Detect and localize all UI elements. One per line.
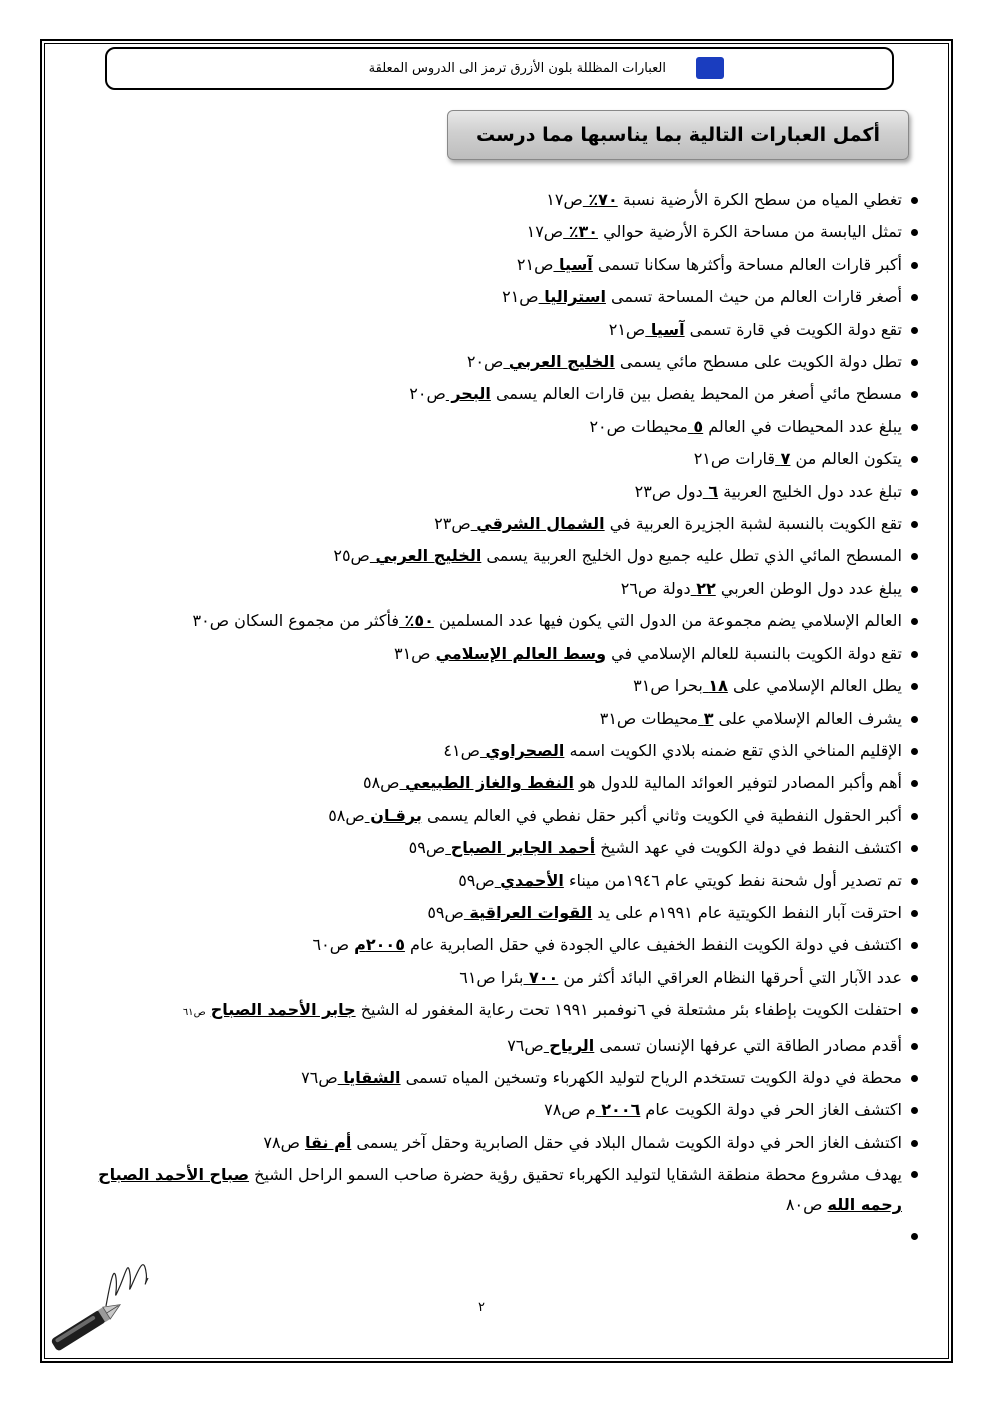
item-answer: ٧٠٠	[523, 967, 559, 987]
list-item	[72, 1094, 902, 1126]
item-text-after: محيطات ص٣١	[599, 708, 699, 728]
item-text-before: اكتشف النفط في دولة الكويت في عهد الشيخ	[595, 838, 902, 858]
list-item	[72, 476, 902, 508]
list-item	[72, 897, 902, 929]
blue-swatch-icon	[696, 57, 724, 79]
item-text-after: ص١٧	[546, 190, 583, 209]
item-text-before: أصغر قارات العالم من حيث المساحة تسمى	[605, 287, 902, 307]
item-answer: برقـان	[364, 805, 422, 825]
item-text-after: ص٢١	[502, 287, 539, 307]
item-text-before: احتفلت الكويت بإطفاء بئر مشتعلة في ٦نوفمبر ١٩٩١ تحت رعاية المغفور له الشيخ	[355, 1000, 902, 1020]
item-text-before: احترقت آبار النفط الكويتية عام ١٩٩١م على يد	[592, 902, 902, 922]
item-text-before: المسطح المائي الذي تطل عليه جميع دول الخليج العربية يسمى	[481, 546, 902, 566]
list-item	[72, 281, 902, 313]
item-text-before: تم تصدير أول شحنة نفط كويتي عام ١٩٤٦من ميناء	[563, 870, 902, 890]
list-item	[72, 540, 902, 572]
item-text-before: مسطح مائي أصغر من المحيط يفصل بين قارات العالم يسمى	[490, 384, 902, 404]
item-text-after: م ص٧٨	[544, 1100, 596, 1120]
item-text-after: ص٨٠	[785, 1195, 828, 1215]
item-text-before: أقدم مصادر الطاقة التي عرفها الإنسان تسمى	[594, 1035, 902, 1055]
item-text-before: تقع دولة الكويت بالنسبة للعالم الإسلامي في	[606, 643, 902, 663]
page-title: أكمل العبارات التالية بما يناسبها مما درست	[476, 124, 880, 146]
list-item	[72, 605, 902, 637]
item-answer: أم نقا	[305, 1132, 352, 1152]
item-text-before: أهم وأكبر المصادر لتوفير العوائد المالية للدول هو	[573, 773, 902, 793]
legend-note-box	[105, 47, 894, 90]
list-item	[72, 184, 902, 216]
item-text-before: يبلغ عدد المحيطات في العالم	[703, 416, 902, 436]
item-answer: صباح الأحمد الصباح رحمه الله	[98, 1165, 902, 1215]
list-item	[72, 1159, 902, 1220]
item-text-after: دولة ص٢٦	[620, 578, 691, 598]
item-answer: الشقايا	[337, 1067, 401, 1087]
item-text-after: بئرا ص٦١	[459, 967, 524, 987]
item-answer: الرياح	[543, 1035, 595, 1055]
question-list	[72, 184, 902, 1252]
list-item	[72, 508, 902, 540]
list-item	[72, 994, 902, 1029]
item-text-before: اكتشف الغاز الحر في دولة الكويت عام	[640, 1100, 902, 1120]
page-number: ٢	[478, 1300, 485, 1315]
item-text-before: تقع الكويت بالنسبة لشبة الجزيرة العربية في	[604, 514, 902, 534]
item-text-after: فأكثر من مجموع السكان ص٣٠	[192, 611, 399, 631]
item-answer: ٢٠٠٥م	[354, 935, 405, 955]
list-item	[72, 1030, 902, 1062]
item-answer: ٦	[702, 481, 719, 501]
item-answer: النفط والغاز الطبيعي	[399, 773, 574, 793]
list-item	[72, 865, 902, 897]
item-text-before: اكتشف في دولة الكويت النفط الخفيف عالي الجودة في حقل الصابرية عام	[404, 935, 902, 955]
list-item	[72, 346, 902, 378]
list-item	[72, 249, 902, 281]
item-answer: ١٨	[702, 676, 728, 696]
item-answer: البحر	[445, 384, 491, 404]
list-item	[72, 1127, 902, 1159]
list-item	[72, 703, 902, 735]
item-text-before: تقع دولة الكويت في قارة تسمى	[684, 319, 902, 339]
item-text-before: تمثل اليابسة من مساحة الكرة الأرضية حوالي	[598, 222, 902, 242]
item-text-after: ص٢٠	[409, 384, 446, 404]
item-text-after: قارات ص٢١	[693, 449, 776, 469]
item-answer: ٢٠٠٦	[595, 1100, 641, 1120]
list-item	[72, 411, 902, 443]
item-answer: ٥	[687, 416, 704, 436]
item-text-before: الإقليم المناخي الذي تقع ضمنه بلادي الكويت اسمه	[564, 740, 902, 760]
empty-list-item	[72, 1220, 902, 1252]
item-text-before: يشرف العالم الإسلامي على	[713, 708, 902, 728]
item-text-after: ص٢٥	[333, 546, 370, 566]
item-answer: الخليج العربي	[503, 352, 615, 372]
item-page-ref: ص٦١	[182, 1007, 206, 1019]
item-answer: آسيا	[645, 319, 685, 339]
list-item	[72, 216, 902, 248]
item-text-after: ص١٧	[526, 222, 564, 242]
item-answer: الأحمدي	[494, 870, 564, 890]
list-item	[72, 573, 902, 605]
item-text-after: ص٧٨	[263, 1132, 306, 1152]
item-text-after: بحرا ص٣١	[633, 676, 703, 696]
item-answer: أحمد الجابر الصباح	[445, 838, 596, 858]
item-answer: ٣	[698, 708, 714, 728]
item-answer: ٧٠٪	[582, 190, 618, 209]
item-text-before: يهدف مشروع محطة منطقة الشقايا لتوليد الكهرباء تحقيق رؤية حضرة صاحب السمو الراحل الشيخ	[249, 1165, 902, 1185]
item-answer: ٧	[775, 449, 791, 469]
fountain-pen-icon	[44, 1256, 164, 1356]
item-text-before: يطل العالم الإسلامي على	[727, 676, 902, 696]
item-answer: الخليج العربي	[369, 546, 482, 566]
item-answer: الشمال الشرقي	[470, 514, 605, 534]
item-text-after: محيطات ص٢٠	[589, 416, 688, 436]
item-text-after: ص٤١	[443, 740, 480, 760]
item-text-after: ص٥٨	[362, 773, 400, 793]
list-item	[72, 670, 902, 702]
item-text-after: ص٢٠	[466, 352, 504, 372]
item-answer: جابر الأحمد الصباح	[210, 1000, 356, 1020]
title-banner	[447, 110, 909, 160]
item-text-after: دول ص٢٣	[634, 481, 703, 501]
item-answer: آسيا	[553, 254, 593, 274]
item-text-before: تبلغ عدد دول الخليج العربية	[718, 481, 902, 501]
item-text-after: ص٢٣	[434, 514, 471, 534]
item-answer: ٢٢	[690, 578, 716, 598]
item-text-after: ص٥٩	[408, 838, 446, 858]
list-item	[72, 378, 902, 410]
item-text-before: عدد الآبار التي أحرقها النظام العراقي البائد أكثر من	[558, 967, 902, 987]
list-item	[72, 767, 902, 799]
item-text-before: أكبر الحقول النفطية في الكويت وثاني أكبر حقل نفطي في العالم يسمى	[421, 805, 902, 825]
item-text-before: يتكون العالم من	[790, 449, 902, 469]
list-item	[72, 962, 902, 994]
item-text-before: تطل دولة الكويت على مسطح مائي يسمى	[614, 352, 902, 372]
item-text-after: ص٦٠	[312, 935, 355, 955]
item-answer: وسط العالم الإسلامي	[435, 643, 607, 663]
item-answer: استراليا	[538, 287, 606, 307]
item-text-after: ص٢١	[608, 319, 646, 339]
item-text-after: ص٥٨	[328, 805, 365, 825]
item-text-before: يبلغ عدد دول الوطن العربي	[715, 578, 902, 598]
list-item	[72, 443, 902, 475]
item-answer: ٣٠٪	[563, 222, 599, 242]
item-text-before: العالم الإسلامي يضم مجموعة من الدول التي يكون فيها عدد المسلمين	[433, 611, 902, 631]
item-text-before: أكبر قارات العالم مساحة وأكثرها سكانا تسمى	[592, 254, 902, 274]
list-item	[72, 638, 902, 670]
list-item	[72, 832, 902, 864]
list-item	[72, 314, 902, 346]
list-item	[72, 735, 902, 767]
item-text-after: ص٣١	[393, 643, 436, 663]
list-item	[72, 929, 902, 961]
item-text-before: اكتشف الغاز الحر في دولة الكويت شمال البلاد في حقل الصابرية وحقل آخر يسمى	[351, 1132, 902, 1152]
item-text-after: ص٥٩	[427, 902, 464, 922]
item-answer: الصحراوي	[479, 740, 565, 760]
item-text-before: محطة في دولة الكويت تستخدم الرياح لتوليد الكهرباء وتسخين المياه تسمى	[400, 1067, 902, 1087]
item-answer: ٥٠٪	[398, 611, 434, 631]
list-item	[72, 800, 902, 832]
item-answer: القوات العراقية	[463, 902, 593, 922]
item-text-after: ص٥٩	[458, 870, 495, 890]
item-text-after: ص٢١	[516, 254, 554, 274]
item-text-after: ص٧٦	[507, 1035, 544, 1055]
legend-note-text: العبارات المظللة بلون الأزرق ترمز الى الدروس المعلقة	[368, 61, 666, 76]
item-text-after: ص٧٦	[301, 1067, 338, 1087]
list-item	[72, 1062, 902, 1094]
item-text-before: تغطي المياه من سطح الكرة الأرضية نسبة	[617, 190, 902, 209]
